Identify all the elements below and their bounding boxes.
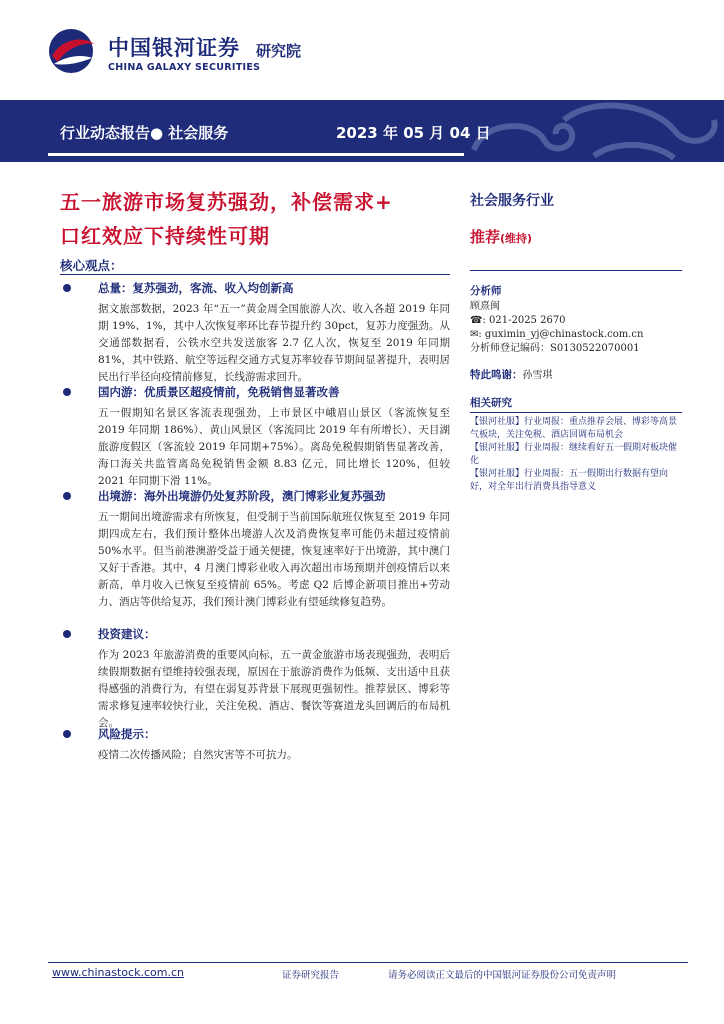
industry-label: 社会服务行业: [470, 193, 554, 209]
section-total: [60, 280, 450, 386]
logo-en-text: CHINA GALAXY SECURITIES: [108, 62, 261, 73]
related-item[interactable]: 【银河社服】行业周报：重点推荐会展、博彩等高景气板块，关注免税、酒店回调布局机会: [470, 417, 678, 440]
institute-label: 研究院: [256, 42, 302, 60]
footer-url-link[interactable]: www.chinastock.com.cn: [52, 966, 184, 979]
report-title-line1: 五一旅游市场复苏强劲，补偿需求+: [60, 190, 393, 214]
related-divider: [470, 412, 682, 413]
section-body: 据文旅部数据，2023 年“五一”黄金周全国旅游人次、收入各超 2019 年同期 19%、1%，其中人次恢复率环比春节提升约 30pct，复苏力度强劲。从交通部数据看，公铁水空共发送旅客 2.7 亿人次，恢复至 2019 年同期 81%，其中铁路、航空等远程交通方式复苏率较春节期间显著提升，表明居民出行半径向疫情前修复，长线游需求回升。: [98, 303, 450, 383]
footer-center: 证券研究报告: [282, 970, 340, 981]
right-divider: [470, 270, 682, 271]
key-points-label: 核心观点：: [60, 258, 123, 273]
logo-cn-text: 中国银河证券: [108, 36, 240, 60]
bullet-icon: [63, 630, 71, 638]
related-research-label: 相关研究: [470, 397, 512, 409]
section-heading: 国内游：优质景区超疫情前，免税销售显著改善: [60, 384, 450, 400]
footer-divider: [48, 962, 688, 963]
bullet-icon: [63, 284, 71, 292]
section-risk: [60, 726, 450, 764]
bullet-icon: [63, 730, 71, 738]
rating-note: (维持): [500, 232, 533, 245]
section-body: 作为 2023 年旅游消费的重要风向标，五一黄金旅游市场表现强劲，表明后续假期数据有望维持较强表现，原因在于旅游消费作为低频、支出适中且获得感强的消费行为，有望在弱复苏背景下展现更强韧性。推荐景区、博彩等需求修复速率较快行业，关注免税、酒店、餐饮等赛道龙头回调后的布局机会。: [98, 649, 450, 729]
analyst-phone: ☎: 021-2025 2670: [470, 315, 566, 326]
analyst-label: 分析师: [470, 285, 502, 297]
bullet-icon: [63, 492, 71, 500]
report-type: 行业动态报告● 社会服务: [60, 124, 229, 142]
section-body: 五一期间出境游需求有所恢复，但受制于当前国际航班仅恢复至 2019 年同期四成左右，我们预计整体出境游人次及消费恢复率可能仍未超过疫情前 50%水平。但当前港澳游受益于通关便捷，恢复速率好于出境游，其中澳门又好于香港。其中，4 月澳门博彩业收入再次超出市场预期并创疫情后以来新高，单月收入已恢复至疫情前 65%。考虑 Q2 后博企新项目推出+劳动力、酒店等供给复苏，我们预计澳门博彩业有望延续修复趋势。: [98, 511, 450, 608]
section-heading: 投资建议：: [60, 626, 450, 642]
report-title-line2: 口红效应下持续性可期: [60, 224, 270, 248]
section-outbound: [60, 488, 450, 611]
related-item[interactable]: 【银河社服】行业周报：五一假期出行数据有望向好，对全年出行消费具指导意义: [470, 469, 669, 492]
section-heading: 总量：复苏强劲，客流、收入均创新高: [60, 280, 450, 296]
footer-disclaimer: 请务必阅读正文最后的中国银河证券股份公司免责声明: [388, 970, 617, 981]
related-item[interactable]: 【银河社服】行业周报：继续看好五一假期对板块催化: [470, 443, 678, 466]
section-body: 疫情二次传播风险；自然灾害等不可抗力。: [98, 749, 298, 761]
section-body: 五一假期知名景区客流表现强劲，上市景区中峨眉山景区（客流恢复至 2019 年同期 186%）、黄山风景区（客流同比 2019 年有所增长）、天目湖旅游度假区（客流较 2019 年同期+75%）。离岛免税假期销售显著改善，海口海关共监管离岛免税销售金额 8.83 亿元，同比增长 120%，但较 2021 年同期下滑 11%。: [98, 407, 450, 487]
galaxy-logo-icon: [44, 26, 98, 76]
rating: 推荐(维持): [470, 228, 533, 246]
banner-divider: [48, 153, 464, 156]
section-heading: 风险提示：: [60, 726, 450, 742]
thanks: 特此鸣谢：孙雪琪: [470, 369, 553, 381]
analyst-email: ✉: guximin_yj@chinastock.com.cn: [470, 329, 644, 340]
report-date: 2023 年 05 月 04 日: [336, 124, 491, 142]
section-heading: 出境游：海外出境游仍处复苏阶段，澳门博彩业复苏强劲: [60, 488, 450, 504]
section-investment: [60, 626, 450, 732]
bullet-icon: [63, 388, 71, 396]
thanks-name: 孙雪琪: [522, 370, 553, 381]
key-points-divider: [60, 274, 450, 275]
company-logo: [44, 22, 344, 82]
section-domestic: [60, 384, 450, 490]
analyst-name: 顾熹闽: [470, 301, 500, 312]
analyst-reg: 分析师登记编码：S0130522070001: [470, 343, 640, 354]
